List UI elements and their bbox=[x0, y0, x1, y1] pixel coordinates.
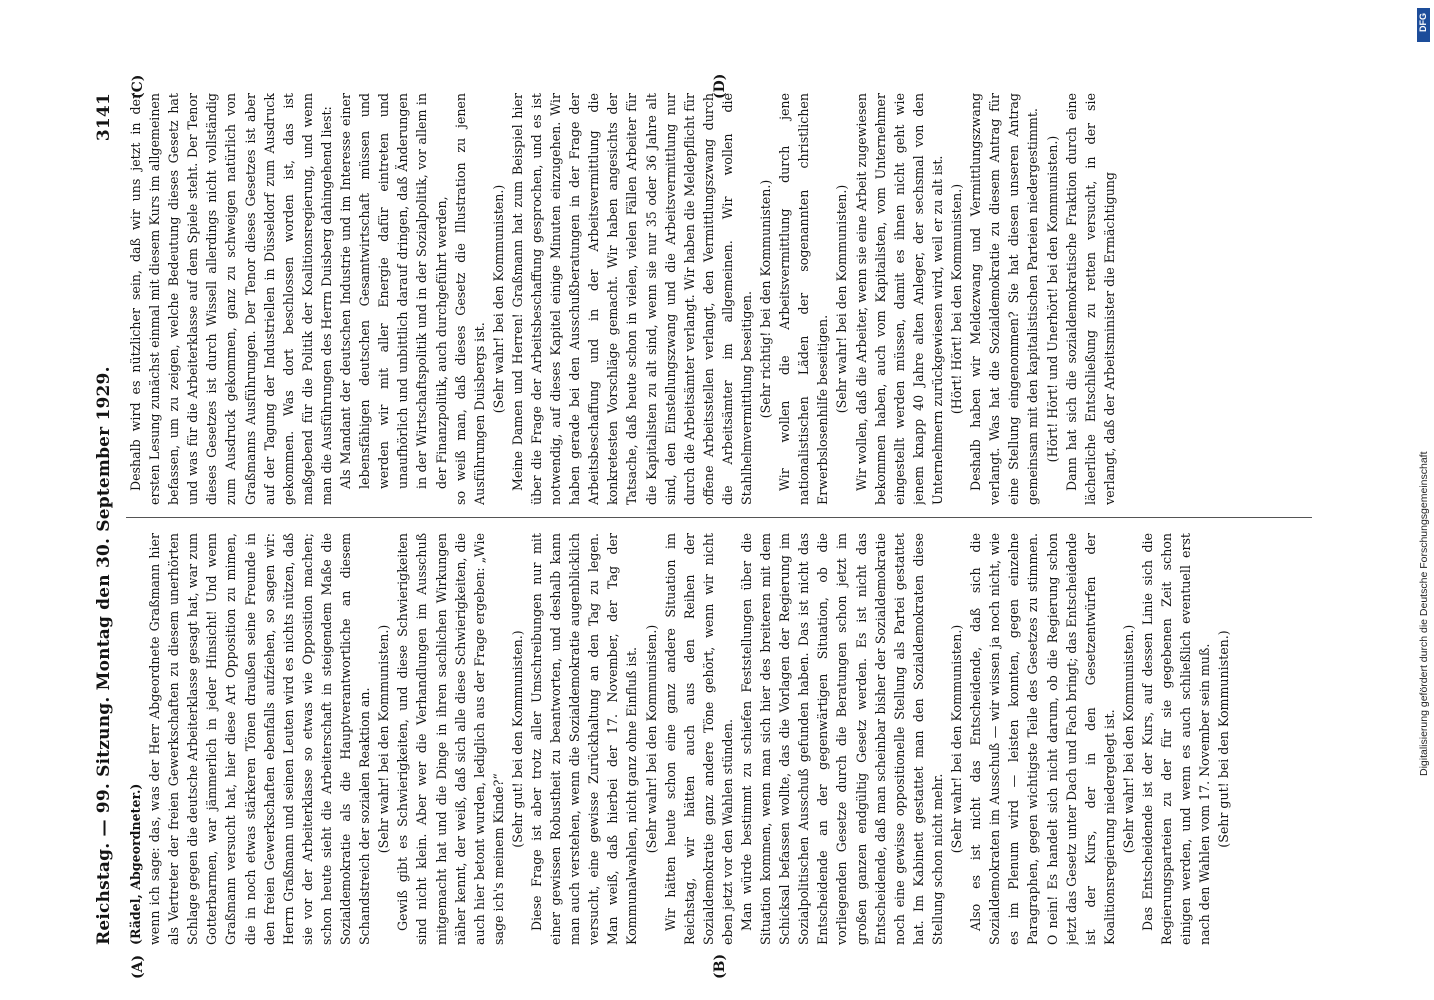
paragraph: Deshalb haben wir Meldezwang und Vermittlungszwang verlangt. Was hat die Sozialdemokratie zu diesem Antrag für eine Stellung eingenommen? Sie hat diesen unseren Antrag gemeinsam mit den kapitalistischen Parteien niedergestimmt. bbox=[968, 93, 1041, 505]
right-column bbox=[126, 93, 1312, 505]
paragraph: Diese Frage ist aber trotz aller Umschreibungen nur mit einer gewissen Robustheit zu beantworten, und deshalb kann man auch verstehen, wenn die Sozialdemokratie augenblicklich versucht, eine gewisse Zurückhaltung an den Tag zu legen. Man weiß, daß hierbei der 17. November, der Tag der Kommunalwahlen, nicht ganz ohne Einfluß ist. bbox=[528, 533, 640, 945]
left-column bbox=[126, 533, 1312, 945]
interjection: (Hört! Hört! und Unerhört! bei den Kommunisten.) bbox=[1044, 135, 1060, 463]
paragraph: Dann hat sich die sozialdemokratische Fraktion durch eine lächerliche Entschließung zu retten versucht, in der sie verlangt, daß der Arbeitsminister die Ermächtigung bbox=[1063, 93, 1117, 505]
paragraph: Wir wollen, daß die Arbeiter, wenn sie eine Arbeit zugewiesen bekommen haben, auch vom Kapitalisten, vom Unternehmer eingestellt werden müssen, damit es ihnen nicht geht wie jenem knapp 40 Jahre alten Anleger, der sechsmal von den Unternehmern zurückgewiesen wird, weil er zu alt ist. bbox=[853, 93, 945, 505]
running-head-text: Reichstag. — 99. Sitzung. Montag den 30. September 1929. bbox=[94, 366, 114, 945]
interjection: (Sehr wahr! bei den Kommunisten.) bbox=[1120, 624, 1136, 854]
interjection: (Sehr wahr! bei den Kommunisten.) bbox=[643, 624, 659, 854]
paragraph: wenn ich sage: das, was der Herr Abgeordnete Graßmann hier als Vertreter der freien Gewerkschaften zu diesem unerhörten Schlage gegen die deutsche Arbeiterklasse gesagt hat, war zum Gotterbarmen, war jämmerlich in jeder Hinsicht! Und wenn Graßmann versucht hat, hier diese Art Opposition zu mimen, die in noch etwas stärkeren Tönen draußen seine Freunde in den freien Gewerkschaften ebenfalls aufziehen, so sagen wir: Herrn Graßmann und seinen Leuten wird es nichts nützen, daß sie vor der Arbeiterklasse so etwas wie Opposition machen; schon heute sieht die Arbeiterschaft in steigendem Maße die Sozialdemokratie als die Hauptverantwortliche an diesem Schandstreich der sozialen Reaktion an. bbox=[147, 533, 373, 945]
paragraph: Das Entscheidende ist der Kurs, auf dessen Linie sich die Regierungsparteien zu der für sie gegebenen Zeit schon einigen werden, und wenn es auch schließlich eventuell erst nach den Wahlen vom 17. November sein muß. bbox=[1139, 533, 1213, 945]
digitization-note bbox=[1414, 8, 1434, 998]
page-number: 3141 bbox=[94, 93, 114, 142]
paragraph: Meine Damen und Herren! Graßmann hat zum Beispiel hier über die Frage der Arbeitsbeschaffung gesprochen, und es ist notwendig, auf dieses Kapitel einige Minuten einzugehen. Wir haben gerade bei den Ausschußberatungen in der Frage der Arbeitsbeschaffung und in der Arbeitsvermittlung die konkretesten Vorschläge gemacht. Wir haben angesichts der Tatsache, daß heute schon in vielen, vielen Fällen Arbeiter für die Kapitalisten zu alt sind, wenn sie nur 35 oder 36 Jahre alt sind, den Einstellungszwang und die Arbeitsvermittlung nur durch die Arbeitsämter verlangt. Wir haben die Meldepflicht für offene Arbeitsstellen verlangt, den Vermittlungszwang durch die Arbeitsämter im allgemeinen. Wir wollen die Stahlhelmvermittlung beseitigen. bbox=[509, 93, 754, 505]
paragraph: Man würde bestimmt zu schiefen Feststellungen über die Situation kommen, wenn man sich hier des breiteren mit dem Schicksal befassen wollte, das die Vorlagen der Regierung im Sozialpolitischen Ausschuß gefunden haben. Das ist nicht das Entscheidende an der gegenwärtigen Situation, ob die vorliegenden Gesetze durch die Beratungen schon jetzt im großen ganzen endgültig Gesetz werden. Es ist nicht das Entscheidende, daß man scheinbar bisher der Sozialdemokratie noch eine gewisse oppositionelle Stellung als Partei gestattet hat. Im Kabinett gestattet man den Sozialdemokraten diese Stellung schon nicht mehr. bbox=[739, 533, 945, 945]
funding-note-text: Digitalisierung gefördert durch die Deutsche Forschungsgemeinschaft bbox=[1418, 451, 1430, 776]
interjection: (Sehr gut! bei den Kommunisten.) bbox=[509, 630, 525, 848]
speaker-line: (Rädel, Abgeordneter.) bbox=[128, 783, 143, 945]
block-quote: Als Mandant der deutschen Industrie und im Interesse einer lebensfähigen deutschen Gesamtwirtschaft müssen und werden wir mit aller Energie dafür eintreten und unaufhörlich und unbittlich darauf dringen, daß Änderungen in der Wirtschaftspolitik und in der Sozialpolitik, vor allem in der Finanzpolitik, auch durchgeführt werden, bbox=[338, 93, 449, 489]
paragraph: Wir hätten heute schon eine ganz andere Situation im Reichstag, wir hätten auch aus den Reihen der Sozialdemokratie ganz andere Töne gehört, wenn wir nicht eben jetzt vor den Wahlen stünden. bbox=[662, 533, 735, 945]
column-divider bbox=[126, 517, 1312, 518]
paragraph: so weiß man, daß dieses Gesetz die Illustration zu jenen Ausführungen Duisbergs ist. bbox=[452, 93, 487, 505]
margin-marker-b: (B) bbox=[712, 953, 728, 979]
paragraph: Gewiß gibt es Schwierigkeiten, und diese Schwierigkeiten sind nicht klein. Aber wer die Verhandlungen im Ausschuß mitgemacht hat und die Dinge in ihren sachlichen Wirkungen näher kennt, der weiß, daß sich alle diese Schwierigkeiten, die auch hier betont wurden, lediglich aus der Frage ergeben: „Wie sage ich's meinem Kinde?“ bbox=[395, 533, 506, 945]
scanned-page bbox=[90, 73, 1320, 979]
interjection: (Hört! Hört! bei den Kommunisten.) bbox=[949, 183, 965, 415]
paragraph: Wir wollen die Arbeitsvermittlung durch jene nationalistischen Läden der sogenannten christlichen Erwerbslosenhilfe beseitigen. bbox=[777, 93, 831, 505]
interjection: (Sehr wahr! bei den Kommunisten.) bbox=[376, 624, 392, 854]
margin-marker-a: (A) bbox=[130, 954, 146, 979]
running-head bbox=[90, 85, 120, 945]
dfg-logo: DFG bbox=[1417, 8, 1430, 42]
margin-marker-d: (D) bbox=[712, 73, 728, 99]
interjection: (Sehr wahr! bei den Kommunisten.) bbox=[490, 184, 506, 414]
paragraph: Deshalb wird es nützlicher sein, daß wir uns jetzt in der ersten Lesung zunächst einmal mit diesem Kurs im allgemeinen befassen, um zu zeigen, welche Bedeutung dieses Gesetz hat und was für die Arbeiterklasse auf dem Spiele steht. Der Tenor dieses Gesetzes ist durch Wissell allerdings nicht vollständig zum Ausdruck gekommen, ganz zu schweigen natürlich von Graßmanns Ausführungen. Der Tenor dieses Gesetzes ist aber auf der Tagung der Industriellen in Düsseldorf zum Ausdruck gekommen. Was dort beschlossen worden ist, das ist maßgebend für die Politik der Koalitionsregierung, und wenn man die Ausführungen des Herrn Duisberg dahingehend liest: bbox=[128, 93, 334, 505]
interjection: (Sehr gut! bei den Kommunisten.) bbox=[1216, 630, 1232, 848]
interjection: (Sehr wahr! bei den Kommunisten.) bbox=[949, 624, 965, 854]
margin-marker-c: (C) bbox=[130, 74, 146, 99]
interjection: (Sehr wahr! bei den Kommunisten.) bbox=[834, 184, 850, 414]
paragraph: Also es ist nicht das Entscheidende, daß sich die Sozialdemokraten im Ausschuß — wir wissen ja noch nicht, wie es im Plenum wird — leisten konnten, gegen einzelne Paragraphen, gegen wichtigste Teile des Gesetzes zu stimmen. O nein! Es handelt sich nicht darum, ob die Regierung schon jetzt das Gesetz unter Dach und Fach bringt; das Entscheidende ist der Kurs, der in den Gesetzentwürfen der Koalitionsregierung niedergelegt ist. bbox=[968, 533, 1117, 945]
interjection: (Sehr richtig! bei den Kommunisten.) bbox=[758, 179, 774, 419]
